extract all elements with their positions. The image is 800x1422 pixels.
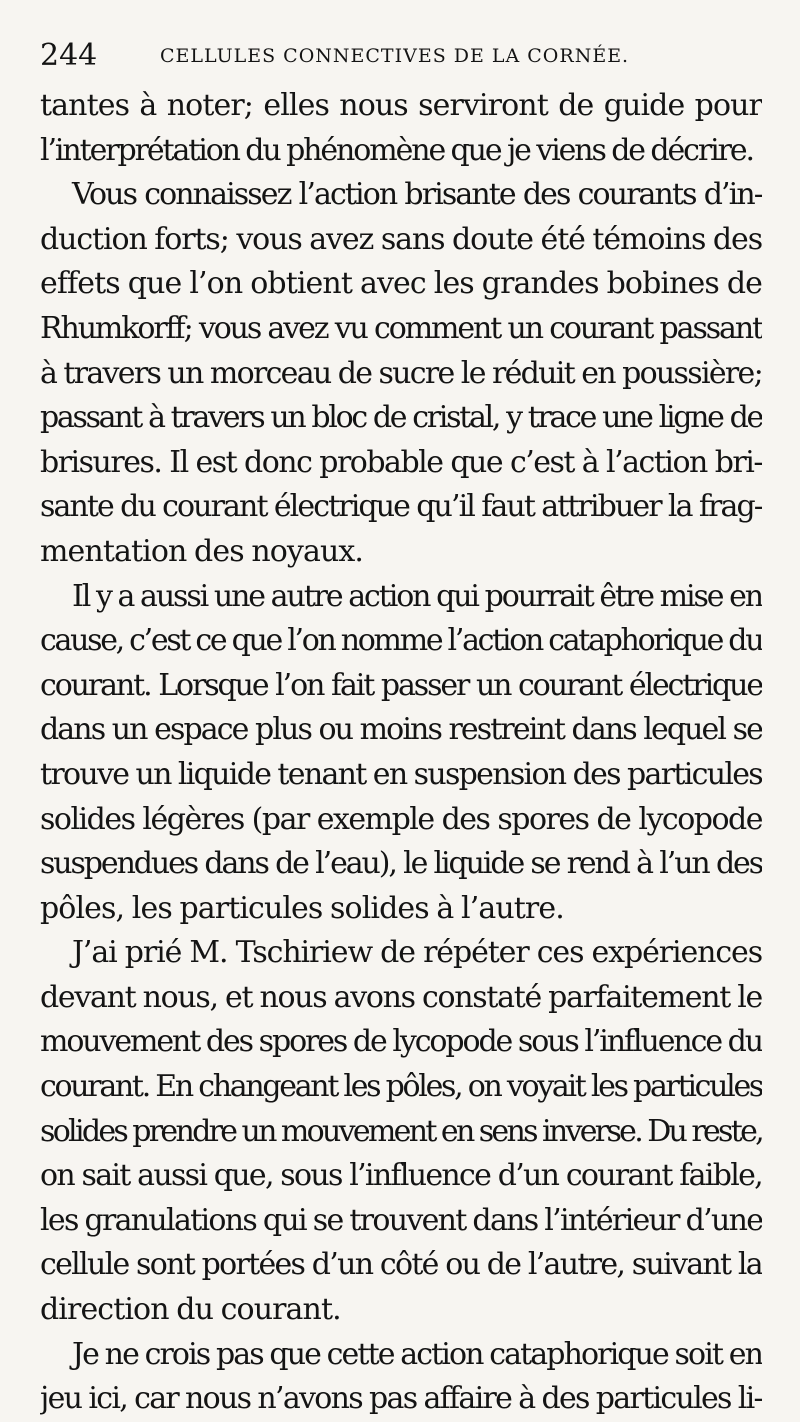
text-line: cellule sont portées d’un côté ou de l’autre, suivant la xyxy=(40,1247,762,1283)
page-header xyxy=(40,38,760,78)
running-title: CELLULES CONNECTIVES DE LA CORNÉE. xyxy=(160,45,630,67)
text-line: mouvement des spores de lycopode sous l’influence du xyxy=(40,1024,762,1060)
text-line: pôles, les particules solides à l’autre. xyxy=(40,890,564,926)
text-line: mentation des noyaux. xyxy=(40,533,364,569)
text-line: effets que l’on obtient avec les grandes bobines de xyxy=(40,266,762,302)
text-line: Il y a aussi une autre action qui pourrait être mise en xyxy=(72,578,762,614)
text-line: l’interprétation du phénomène que je viens de décrire. xyxy=(40,132,753,168)
text-line: Vous connaissez l’action brisante des courants d’in- xyxy=(72,177,762,213)
text-line: brisures. Il est donc probable que c’est à l’action bri- xyxy=(40,444,762,480)
text-line: duction forts; vous avez sans doute été témoins des xyxy=(40,221,762,257)
text-line: passant à travers un bloc de cristal, y trace une ligne de xyxy=(40,400,762,436)
text-line: solides légères (par exemple des spores de lycopode xyxy=(40,801,762,837)
page-number: 244 xyxy=(40,38,98,73)
text-line: solides prendre un mouvement en sens inverse. Du reste, xyxy=(40,1113,762,1149)
text-line: courant. Lorsque l’on fait passer un courant électrique xyxy=(40,667,762,703)
text-line: jeu ici, car nous n’avons pas affaire à des particules li- xyxy=(40,1381,762,1417)
body-text xyxy=(40,84,762,1422)
text-line: Je ne crois pas que cette action cataphorique soit en xyxy=(72,1336,762,1372)
text-line: cause, c’est ce que l’on nomme l’action cataphorique du xyxy=(40,623,762,659)
text-line: trouve un liquide tenant en suspension des particules xyxy=(40,756,762,792)
text-line: suspendues dans de l’eau), le liquide se rend à l’un des xyxy=(40,846,762,882)
text-line: J’ai prié M. Tschiriew de répéter ces expériences xyxy=(72,935,762,971)
text-line: Rhumkorff; vous avez vu comment un courant passant xyxy=(40,310,762,346)
text-line: sante du courant électrique qu’il faut attribuer la frag- xyxy=(40,489,762,525)
text-line: courant. En changeant les pôles, on voyait les particules xyxy=(40,1069,762,1105)
text-line: à travers un morceau de sucre le réduit en poussière; xyxy=(40,355,762,391)
text-line: devant nous, et nous avons constaté parfaitement le xyxy=(40,979,762,1015)
text-line: direction du courant. xyxy=(40,1292,341,1328)
text-line: tantes à noter; elles nous serviront de guide pour xyxy=(40,88,762,123)
text-line: on sait aussi que, sous l’influence d’un courant faible, xyxy=(40,1158,762,1194)
text-line: les granulations qui se trouvent dans l’intérieur d’une xyxy=(40,1202,762,1238)
text-line: dans un espace plus ou moins restreint dans lequel se xyxy=(40,712,762,748)
